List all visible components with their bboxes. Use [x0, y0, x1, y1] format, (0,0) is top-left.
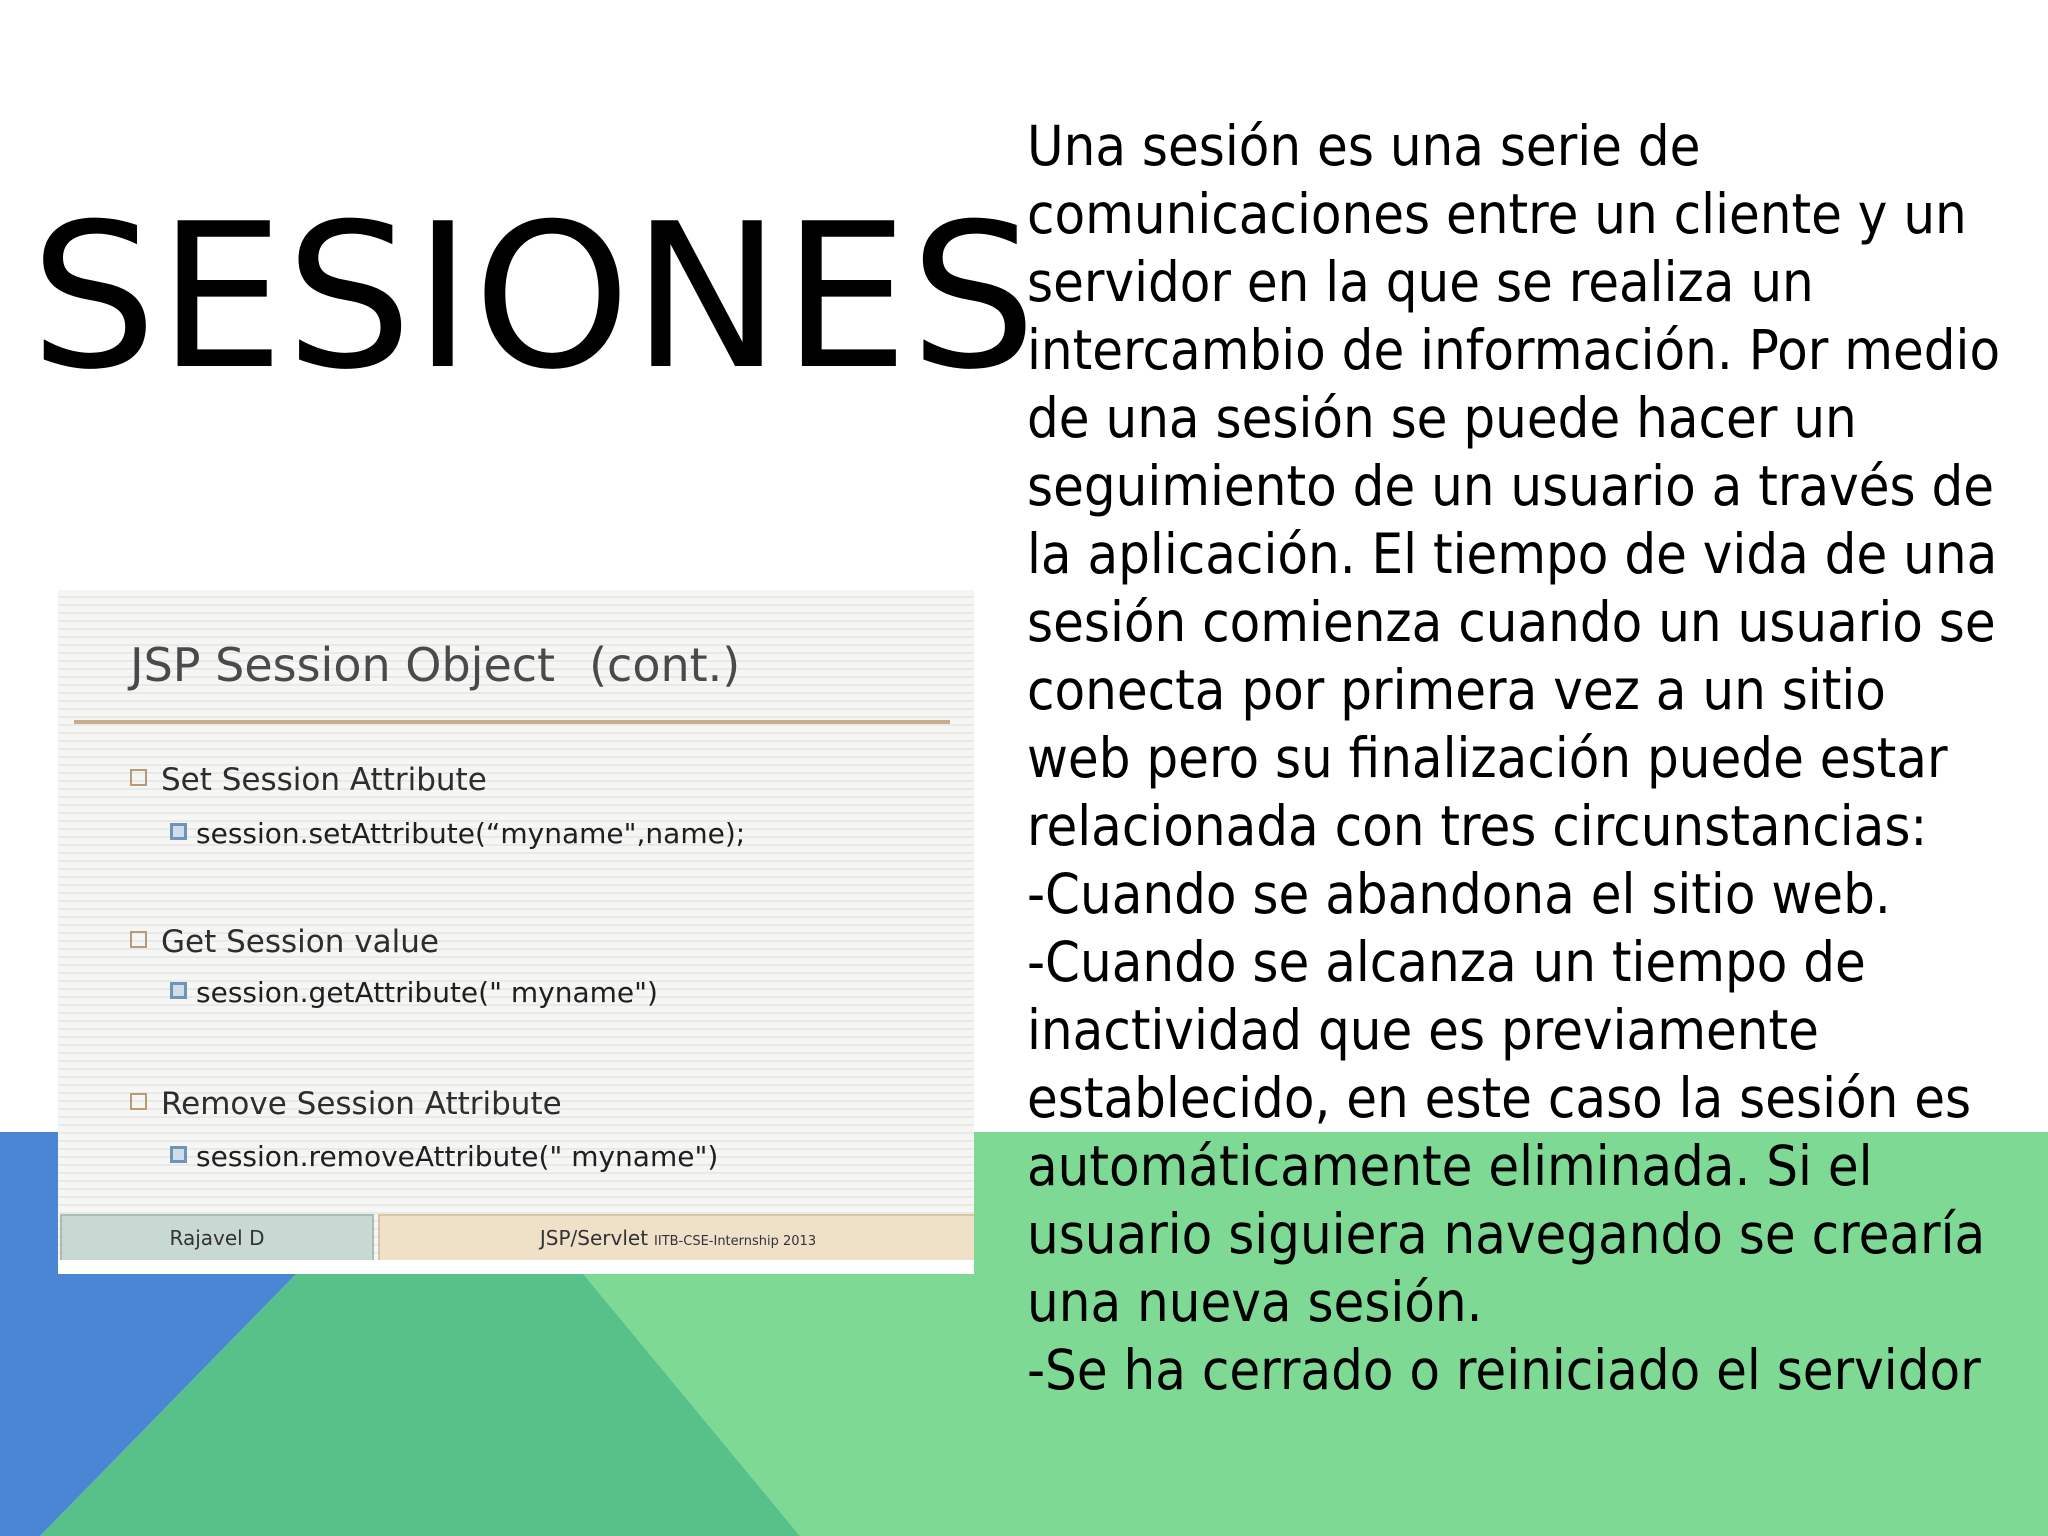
body-line: una nueva sesión.	[1027, 1270, 1483, 1334]
embedded-subitem-code: session.removeAttribute(" myname")	[196, 1140, 719, 1173]
body-line: -Se ha cerrado o reiniciado el servidor	[1027, 1338, 1981, 1402]
small-square-bullet-icon	[170, 823, 187, 840]
small-square-bullet-icon	[170, 982, 187, 999]
embedded-item-label: Set Session Attribute	[161, 762, 487, 798]
slide-title: SESIONES	[30, 181, 1038, 414]
body-line: intercambio de información. Por medio	[1027, 318, 2001, 382]
body-line: relacionada con tres circunstancias:	[1027, 794, 1928, 858]
body-line: automáticamente eliminada. Si el	[1027, 1134, 1873, 1198]
body-line: establecido, en este caso la sesión es	[1027, 1066, 1972, 1130]
embedded-subitem	[170, 976, 658, 1009]
embedded-item	[130, 762, 487, 798]
embedded-title-rule	[74, 720, 950, 724]
body-line: -Cuando se abandona el sitio web.	[1027, 862, 1891, 926]
embedded-subitem-code: session.setAttribute(“myname",name);	[196, 817, 746, 850]
body-line: Una sesión es una serie de	[1027, 114, 1701, 178]
embedded-footer-course	[378, 1214, 974, 1262]
body-line: sesión comienza cuando un usuario se	[1027, 590, 1996, 654]
body-line: inactividad que es previamente	[1027, 998, 1819, 1062]
embedded-footer-author: Rajavel D	[60, 1214, 374, 1262]
embedded-subitem-code: session.getAttribute(" myname")	[196, 976, 658, 1009]
embedded-item	[130, 924, 439, 960]
body-line: -Cuando se alcanza un tiempo de	[1027, 930, 1866, 994]
embedded-title-suffix: (cont.)	[589, 638, 741, 692]
embedded-slide-title	[130, 638, 740, 692]
body-line: seguimiento de un usuario a través de	[1027, 454, 1995, 518]
body-line: de una sesión se puede hacer un	[1027, 386, 1857, 450]
body-line: comunicaciones entre un cliente y un	[1027, 182, 1967, 246]
square-bullet-icon	[130, 769, 147, 786]
square-bullet-icon	[130, 1093, 147, 1110]
embedded-item	[130, 1086, 562, 1122]
embedded-footer-course-text: JSP/Servlet	[539, 1226, 649, 1250]
body-line: conecta por primera vez a un sitio	[1027, 658, 1886, 722]
square-bullet-icon	[130, 931, 147, 948]
body-line: web pero su finalización puede estar	[1027, 726, 1948, 790]
embedded-item-label: Remove Session Attribute	[161, 1086, 562, 1122]
body-text	[1027, 112, 2001, 1404]
small-square-bullet-icon	[170, 1146, 187, 1163]
body-line: servidor en la que se realiza un	[1027, 250, 1814, 314]
embedded-title-text: JSP Session Object	[130, 638, 556, 692]
embedded-bottom-margin	[58, 1260, 974, 1274]
embedded-subitem	[170, 1140, 718, 1173]
embedded-item-label: Get Session value	[161, 924, 439, 960]
body-line: la aplicación. El tiempo de vida de una	[1027, 522, 1998, 586]
embedded-subitem	[170, 817, 745, 850]
body-line: usuario siguiera navegando se crearía	[1027, 1202, 1986, 1266]
embedded-slide-screenshot	[58, 590, 974, 1274]
embedded-footer-course-small: IITB-CSE-Internship 2013	[654, 1234, 817, 1249]
